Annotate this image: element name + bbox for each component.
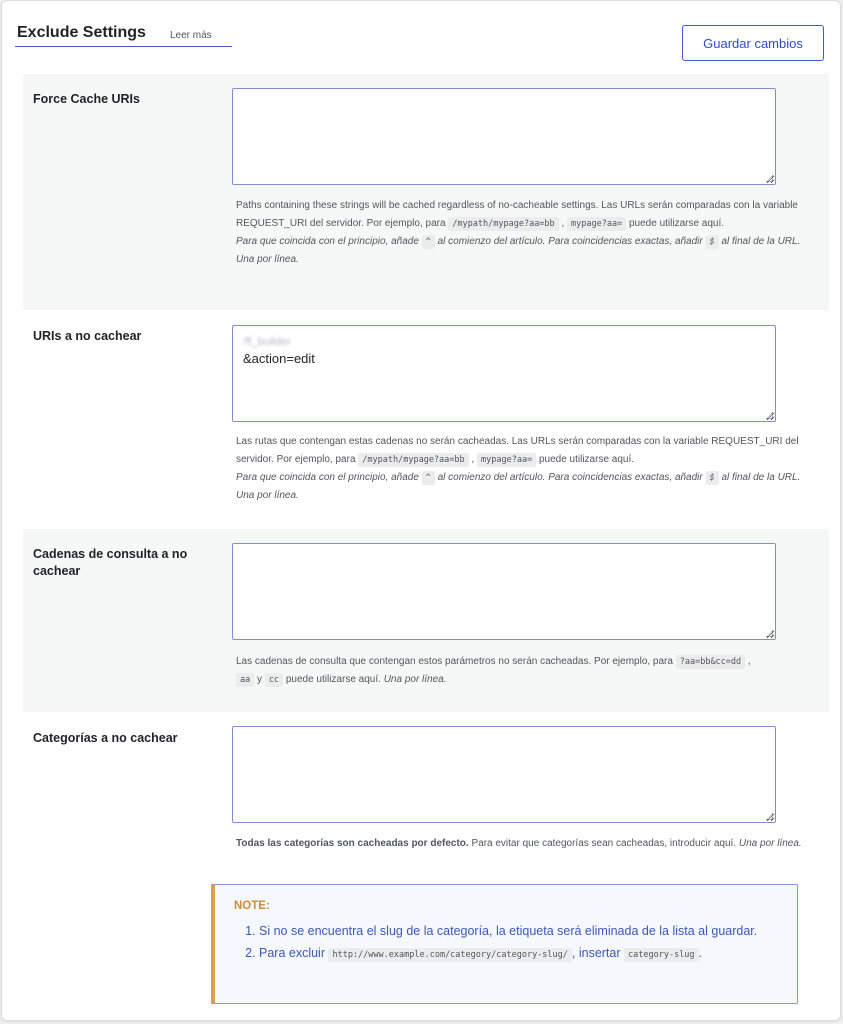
help-code: $ (706, 235, 719, 249)
help-code: ?aa=bb&cc=dd (676, 655, 745, 669)
help-italic: al final de la URL. Una por línea. (236, 472, 801, 501)
help-italic: Para que coincida con el principio, añade (236, 236, 419, 247)
help-bold: Todas las categorías son cacheadas por defecto. (236, 838, 469, 849)
help-code: mypage?aa= (477, 453, 536, 467)
help-text: Para evitar que categorías sean cacheadas, introducir aquí. (471, 838, 737, 849)
no-cache-qs-label: Cadenas de consulta a no cachear (33, 547, 188, 578)
help-text: puede utilizarse aquí. (538, 454, 635, 465)
uri-line: &action=edit (243, 351, 315, 366)
note-text: . (698, 946, 703, 960)
note-title: NOTE: (234, 900, 270, 912)
no-cache-qs-input[interactable] (232, 543, 776, 640)
note-text: Si no se encuentra el slug de la categoría, la etiqueta será eliminada de la lista al guardar. (259, 924, 758, 938)
note-text: , insertar (571, 946, 621, 960)
no-cache-cats-label: Categorías a no cachear (33, 731, 178, 745)
force-cache-help: Paths containing these strings will be cached regardless of no-cacheable settings. Las URLs serán comparadas con la variable REQUEST_URI del servidor. Por ejemplo, para /mypath/mypage?aa=bb , mypage?aa= puede utilizarse aquí. Para que coincida con el principio, añade ^ al comienzo del artículo. Para coincidencias exactas, añadir $ al final de la URL. Una por línea. (236, 200, 801, 265)
help-italic: Una por línea. (738, 838, 802, 849)
no-cache-uris-input[interactable] (232, 325, 776, 422)
page-title: Exclude Settings (17, 24, 146, 41)
help-text: Las rutas que contengan estas cadenas no serán cacheadas. Las URLs serán comparadas con la variable REQUEST_URI del servidor. Por ejemplo, para (236, 436, 799, 465)
resize-handle[interactable] (766, 813, 773, 820)
help-text: puede utilizarse aquí. (628, 218, 725, 229)
help-code: aa (236, 673, 254, 687)
help-code: ^ (422, 235, 435, 249)
force-cache-input[interactable] (232, 88, 776, 185)
help-italic: al final de la URL. Una por línea. (236, 236, 801, 265)
help-code: /mypath/mypage?aa=bb (448, 217, 558, 231)
help-code: cc (265, 673, 283, 687)
no-cache-qs-row (23, 529, 829, 712)
help-italic: al comienzo del artículo. Para coincidencias exactas, añadir (437, 236, 703, 247)
resize-handle[interactable] (766, 412, 773, 419)
blurred-line: /fl_builder (243, 336, 291, 348)
resize-handle[interactable] (766, 175, 773, 182)
no-cache-qs-help: Las cadenas de consulta que contengan estos parámetros no serán cacheadas. Por ejemplo, para ?aa=bb&cc=dd , aa y cc puede utilizarse aquí. Una por línea. (236, 656, 751, 685)
no-cache-uris-label: URIs a no cachear (33, 329, 142, 343)
note-code: category-slug (624, 948, 699, 962)
read-more-link[interactable]: Leer más (170, 30, 212, 41)
settings-card (1, 0, 841, 1021)
note-code: http://www.example.com/category/category-slug/ (328, 948, 571, 962)
help-code: mypage?aa= (567, 217, 626, 231)
no-cache-cats-input[interactable] (232, 726, 776, 823)
help-italic: Para que coincida con el principio, añade (236, 472, 419, 483)
no-cache-cats-help (236, 835, 816, 853)
no-cache-uris-row (23, 310, 829, 529)
resize-handle[interactable] (766, 630, 773, 637)
note-item (259, 945, 777, 963)
note-item (259, 923, 777, 939)
no-cache-uris-help: Las rutas que contengan estas cadenas no serán cacheadas. Las URLs serán comparadas con la variable REQUEST_URI del servidor. Por ejemplo, para /mypath/mypage?aa=bb , mypage?aa= puede utilizarse aquí. Para que coincida con el principio, añade ^ al comienzo del artículo. Para coincidencias exactas, añadir $ al final de la URL. Una por línea. (236, 436, 801, 501)
save-button[interactable]: Guardar cambios (682, 25, 824, 61)
help-code: $ (706, 471, 719, 485)
section-header (15, 17, 232, 47)
help-code: ^ (422, 471, 435, 485)
help-italic: al comienzo del artículo. Para coincidencias exactas, añadir (437, 472, 703, 483)
help-text: y (257, 674, 263, 685)
force-cache-row (23, 74, 829, 310)
note-box (211, 884, 798, 1004)
help-text: Paths containing these strings will be cached regardless of no-cacheable settings. Las URLs serán comparadas con la variable REQUEST_URI del servidor. Por ejemplo, para (236, 200, 798, 229)
help-text: Las cadenas de consulta que contengan estos parámetros no serán cacheadas. Por ejemplo, para (236, 656, 673, 667)
help-italic: Una por línea. (383, 674, 447, 685)
note-text: Para excluir (259, 946, 325, 960)
note-list (237, 923, 777, 969)
help-text: puede utilizarse aquí. (285, 674, 381, 685)
force-cache-label: Force Cache URIs (33, 92, 140, 106)
help-code: /mypath/mypage?aa=bb (358, 453, 468, 467)
